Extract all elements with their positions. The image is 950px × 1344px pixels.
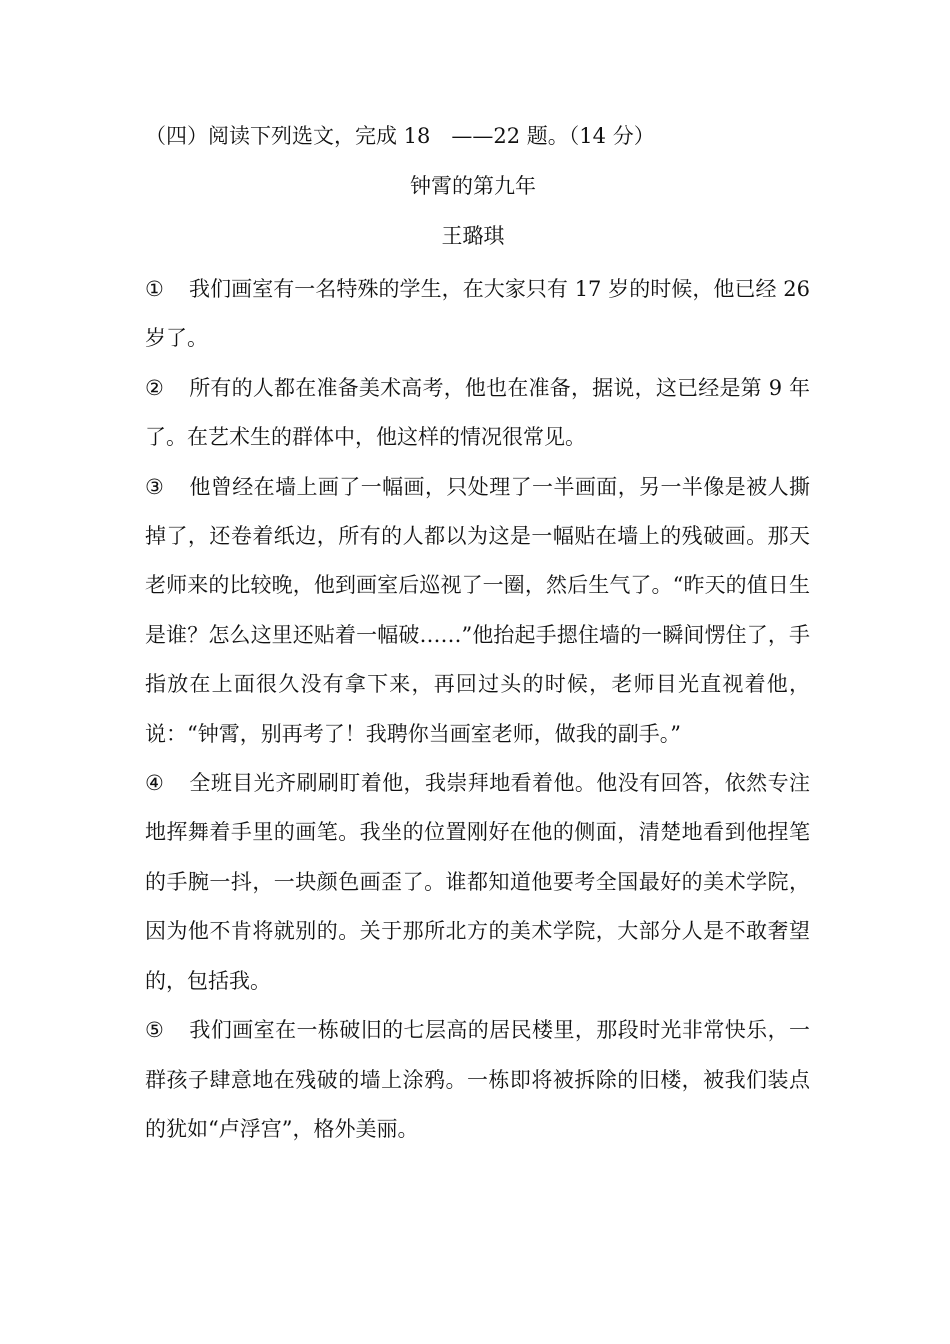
article-body	[145, 265, 810, 1154]
section-heading: （四）阅读下列选文，完成 18 ——22 题。（14 分）	[145, 124, 655, 148]
paragraph-number: ⑤	[145, 1018, 164, 1043]
paragraph-1	[145, 265, 810, 364]
paragraph-number: ④	[145, 771, 164, 796]
paragraph-text: 全班目光齐刷刷盯着他，我崇拜地看着他。他没有回答，依然专注地挥舞着手里的画笔。我坐的位置刚好在他的侧面，清楚地看到他捏笔的手腕一抖，一块颜色画歪了。谁都知道他要考全国最好的美术学院，因为他不肯将就别的。关于那所北方的美术学院，大部分人是不敢奢望的，包括我。	[145, 771, 810, 993]
article-author: 王璐琪	[441, 224, 505, 248]
paragraph-number: ③	[145, 474, 164, 499]
paragraph-3	[145, 463, 810, 759]
paragraph-4	[145, 759, 810, 1006]
paragraph-number: ①	[145, 277, 164, 301]
paragraph-5	[145, 1006, 810, 1154]
paragraph-text: 我们画室有一名特殊的学生，在大家只有 17 岁的时候，他已经 26 岁了。	[145, 277, 810, 351]
article-title: 钟霄的第九年	[410, 174, 536, 198]
paragraph-text: 他曾经在墙上画了一幅画，只处理了一半画面，另一半像是被人撕掉了，还卷着纸边，所有的人都以为这是一幅贴在墙上的残破画。那天老师来的比较晚，他到画室后巡视了一圈，然后生气了。“昨天的值日生是谁？怎么这里还贴着一幅破……”他抬起手摁住墙的一瞬间愣住了，手指放在上面很久没有拿下来，再回过头的时候，老师目光直视着他，说：“钟霄，别再考了！我聘你当画室老师，做我的副手。”	[145, 474, 810, 746]
paragraph-2	[145, 364, 810, 463]
paragraph-text: 所有的人都在准备美术高考，他也在准备，据说，这已经是第 9 年了。在艺术生的群体中，他这样的情况很常见。	[145, 375, 810, 450]
paragraph-number: ②	[145, 375, 164, 400]
paragraph-text: 我们画室在一栋破旧的七层高的居民楼里，那段时光非常快乐，一群孩子肆意地在残破的墙上涂鸦。一栋即将被拆除的旧楼，被我们装点的犹如“卢浮宫”，格外美丽。	[145, 1018, 810, 1141]
